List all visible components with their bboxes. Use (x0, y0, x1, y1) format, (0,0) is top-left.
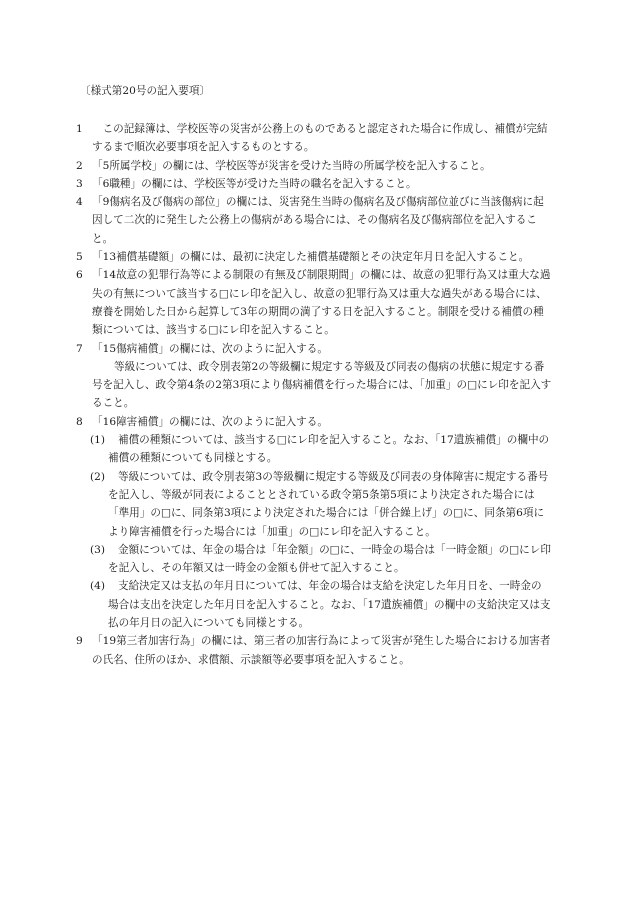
list-item (0, 248, 630, 266)
sub-item (0, 431, 630, 468)
sub-item-number: (3) (90, 543, 106, 556)
sub-item-text: 等級については、政令別表第3の等級欄に規定する等級及び同表の身体障害に規定する番号を記入し、等級が同表によることとされている政令第5条第5項により決定された場合には「準用」の□に、同条第3項により決定された場合には「併合繰上げ」の□に、同条第6項により障害補償を行った場合には「加重」の□にレ印を記入すること。 (108, 470, 549, 538)
item-text: 「19第三者加害行為」の欄には、第三者の加害行為によって災害が発生した場合における加害者の氏名、住所のほか、求償額、示談額等必要事項を記入すること。 (92, 635, 551, 666)
item-text: 「16障害補償」の欄には、次のように記入する。 (92, 415, 328, 428)
instruction-list (0, 120, 630, 669)
item-number: 8 (76, 415, 83, 428)
item-number: 3 (76, 177, 83, 190)
sub-item-text: 金額については、年金の場合は「年金額」の□に、一時金の場合は「一時金額」の□にレ印を記入し、その年額又は一時金の金額も併せて記入すること。 (108, 543, 551, 575)
sub-item-number: (2) (90, 470, 106, 483)
item-text: 「5所属学校」の欄には、学校医等が災害を受けた当時の所属学校を記入すること。 (92, 159, 491, 172)
item-number: 5 (76, 251, 83, 264)
list-item (0, 340, 630, 358)
sub-item (0, 541, 630, 578)
list-item (0, 413, 630, 431)
list-item (0, 175, 630, 193)
list-item (0, 120, 630, 157)
item-number: 4 (76, 196, 83, 209)
sub-item-number: (4) (90, 580, 106, 593)
list-item (0, 193, 630, 248)
sub-item-text: 支給決定又は支払の年月日については、年金の場合は支給を決定した年月日を、一時金の場合は支出を決定した年月日を記入すること。なお、「17遺族補償」の欄中の支給決定又は支払の年月日の記入についても同様とする。 (108, 580, 551, 630)
list-item (0, 157, 630, 175)
item-text: 「13補償基礎額」の欄には、最初に決定した補償基礎額とその決定年月日を記入すること。 (92, 251, 530, 264)
sub-item (0, 577, 630, 632)
list-item (0, 632, 630, 669)
sub-item (0, 468, 630, 541)
sub-item-number: (1) (90, 434, 106, 447)
item-number: 1 (76, 123, 83, 135)
item-text: 「9傷病名及び傷病の部位」の欄には、災害発生当時の傷病名及び傷病部位並びに当該傷病に起因して二次的に発生した公務上の傷病がある場合には、その傷病名及び傷病部位を記入すること。 (92, 196, 544, 245)
sub-item-text: 補償の種類については、該当する□にレ印を記入すること。なお、「17遺族補償」の欄中の補償の種類についても同様とする。 (108, 434, 550, 465)
item-number: 7 (76, 342, 83, 355)
item-7-paragraph: 等級については、政令別表第2の等級欄に規定する等級及び同表の傷病の状態に規定する番号を記入し、政令第4条の2第3項により傷病補償を行った場合には、「加重」の□にレ印を記入すること。 (92, 360, 552, 410)
item-number: 2 (76, 159, 83, 172)
item-text: 「14故意の犯罪行為等による制限の有無及び制限期間」の欄には、故意の犯罪行為又は重大な過失の有無について該当する□にレ印を記入し、故意の犯罪行為又は重大な過失がある場合には、療養を開始した日から起算して3年の期間の満了する日を記入すること。制限を受ける補償の種類については、該当する□にレ印を記入すること。 (92, 269, 551, 337)
item-number: 9 (76, 635, 83, 648)
item-text: 「15傷病補償」の欄には、次のように記入する。 (92, 342, 328, 355)
list-item (0, 266, 630, 339)
item-text: 「6職種」の欄には、学校医等が受けた当時の職名を記入すること。 (92, 177, 417, 190)
item-number: 6 (76, 269, 83, 282)
page-title: 〔様式第20号の記入要項〕 (80, 85, 211, 97)
item-text: この記録簿は、学校医等の災害が公務上のものであると認定された場合に作成し、補償が完結するまで順次必要事項を記入するものとする。 (92, 123, 548, 154)
